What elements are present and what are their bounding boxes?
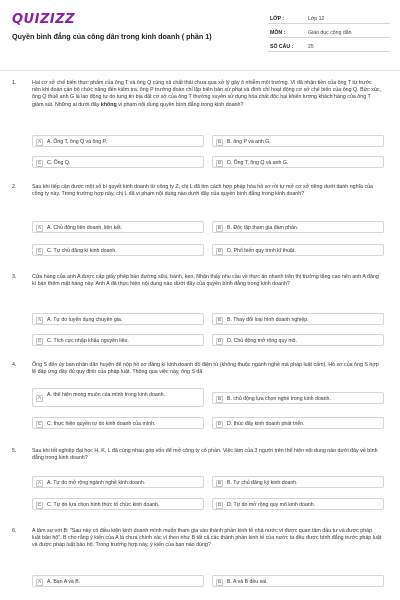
option-letter: B (217, 139, 222, 145)
option-letter: A (37, 317, 42, 323)
meta-value: Giáo dục công dân (308, 30, 352, 36)
question-text: A tâm sự với B: "Sau này có điều kiện kinh doanh mình muốn tham gia vào thành phần kinh tế nhà nước vì được quan tâm đầu tư và được pháp luật bảo hộ". B cho rằng ý kiến của A là chưa chính xác vì theo như B tất cả các thành phần kinh tế của nước ta đều được bình đẳng trước pháp luật và được pháp luật bảo hộ. Trong trường hợp này, ý kiến của bạn nào đúng? (32, 528, 382, 549)
question-text: Cửa hàng của anh A được cấp giấy phép bán đường sữa, bánh, kẹo. Nhận thấy nhu cầu về thực ăn nhanh trên thị trường tăng cao nên anh A đăng kí bán thêm mặt hàng này. Anh A đã thực hiện nội dung nào dưới đây của quyền bình đẳng trong kinh doanh? (32, 274, 379, 288)
question-text: Ông S đến ủy ban nhân dân huyện để nộp hồ sơ đăng kí kinh doanh đồ điện tử (không thuộc ngành nghề mà pháp luật cấm). Hồ sơ của ông S hợp lệ đáp ứng đầy đủ quy định của pháp luật. Thông qua việc này, ông S đã (32, 362, 379, 376)
option-c[interactable] (32, 156, 204, 168)
option-letter: C (37, 502, 42, 508)
meta-key: SỐ CÂU : (270, 44, 294, 50)
option-letter: A (37, 225, 42, 231)
question-number: 2. (12, 184, 17, 190)
option-label: B. Thay đổi loại hình doanh nghiệp. (227, 317, 309, 323)
option-letter: C (37, 338, 42, 344)
option-b[interactable] (212, 135, 384, 147)
option-d[interactable] (212, 498, 384, 510)
question-text: Sau khi tiếp cận được một số bí quyết kinh doanh từ công ty Z, chị L đã tìm cách hợp pháp hóa hồ sơ rồi tự mở cơ sở riêng dưới danh nghĩa của công ty này. Trong trường hợp này, chị L đã vi phạm nội dung nào dưới đây của quyền bình đẳng trong kinh doanh? (32, 184, 373, 198)
meta-row-count (268, 42, 390, 52)
meta-row-subject (268, 28, 390, 38)
option-letter: A (37, 480, 42, 486)
option-label: A. Ông T, ông Q và ông P. (47, 139, 107, 145)
option-label: A. Tự do tuyển dụng chuyên gia. (47, 317, 123, 323)
option-letter: D (217, 338, 222, 344)
option-b[interactable] (212, 221, 384, 233)
option-letter: D (217, 248, 222, 254)
option-a[interactable] (32, 575, 204, 587)
question-number: 3. (12, 274, 17, 280)
option-label: D. Tự do mở rộng quy mô kinh doanh. (227, 502, 316, 508)
meta-value: 25 (308, 44, 314, 50)
option-label: D. Phổ biến quy trình kĩ thuật. (227, 248, 296, 254)
option-a[interactable] (32, 135, 204, 147)
option-b[interactable] (212, 392, 384, 404)
option-label: C. Tích cực nhập khẩu nguyên liệu. (47, 338, 129, 344)
option-letter: C (37, 248, 42, 254)
option-d[interactable] (212, 417, 384, 429)
option-letter: C (37, 421, 42, 427)
meta-value: Lớp 12 (308, 16, 325, 22)
option-a[interactable] (32, 476, 204, 488)
option-letter: B (217, 396, 222, 402)
option-label: A. thể hiện mong muốn của mình trong kinh doanh. (47, 391, 165, 398)
option-c[interactable] (32, 334, 204, 346)
option-b[interactable] (212, 313, 384, 325)
option-letter: D (217, 160, 222, 166)
option-letter: B (217, 225, 222, 231)
option-a[interactable] (32, 221, 204, 233)
option-letter: B (217, 579, 222, 585)
question-text: Sau khi tốt nghiệp đại học H, K, L đã cùng nhau góp vốn để mở công ty cổ phần. Việc làm của 3 người trên thể hiện nội dung nào dưới đây về bình đẳng trong kinh doanh? (32, 448, 378, 462)
option-d[interactable] (212, 244, 384, 256)
option-label: C. Tự chủ đăng kí kinh doanh. (47, 248, 117, 254)
option-label: A. Tự do mở rộng ngành nghề kinh doanh. (47, 480, 146, 486)
option-letter: D (217, 502, 222, 508)
meta-key: LỚP : (270, 16, 285, 22)
option-letter: B (217, 480, 222, 486)
worksheet-header (0, 0, 400, 64)
option-label: B. A và B đều sai. (227, 579, 268, 585)
option-c[interactable] (32, 244, 204, 256)
option-d[interactable] (212, 334, 384, 346)
meta-key: MÔN : (270, 30, 286, 36)
option-d[interactable] (212, 156, 384, 168)
option-a[interactable] (32, 388, 204, 407)
question-number: 5. (12, 448, 17, 454)
question-text: Hai cơ sở chế biến thực phẩm của ông T và ông Q cùng xả chất thải chưa qua xử lý gây ô nhiễm môi trường. Vì đã nhận tiền của ông T từ trước nên khi đoàn cán bộ chức năng đến kiểm tra, ông P trưởng đoàn chỉ lập biên bản xử phạt và đình chỉ hoạt động cơ sở chế biến của ông Q. Bức xúc, ông Q thuê anh G là lao động tự do tung tin bịa đặt cơ sở của ông T thường xuyên sử dụng hóa chất độc hại khiến lượng khách hàng của ông T giảm sút. Những ai dưới đây không vi phạm nội dung quyền bình đẳng trong kinh doanh? (32, 80, 382, 108)
quizizz-logo: QUIZIZZ (12, 12, 76, 27)
option-letter: B (217, 317, 222, 323)
question-number: 6. (12, 528, 17, 534)
question-number: 4. (12, 362, 17, 368)
option-label: B. chủ động lựa chọn nghề trong kinh doanh. (227, 396, 331, 402)
worksheet-title: Quyền bình đẳng của công dân trong kinh doanh ( phần 1) (12, 32, 212, 41)
option-letter: A (37, 139, 42, 145)
option-label: C. Tự do lựa chọn hình thức tổ chức kinh doanh. (47, 502, 160, 508)
option-letter: A (37, 396, 42, 401)
option-label: C. thực hiện quyền tự do kinh doanh của mình. (47, 421, 156, 427)
option-label: B. ông P và anh G. (227, 139, 271, 145)
question-number: 1. (12, 80, 17, 86)
meta-row-class (268, 14, 390, 24)
option-b[interactable] (212, 575, 384, 587)
option-label: D. Chủ động mở rộng quy mô. (227, 338, 298, 344)
option-label: C. Ông Q. (47, 160, 71, 166)
option-label: A. Chủ động liên doanh, liên kết. (47, 225, 122, 231)
option-label: B. Tự chủ đăng ký kinh doanh. (227, 480, 298, 486)
option-letter: A (37, 579, 42, 585)
option-label: D. thúc đẩy kinh doanh phát triển. (227, 421, 305, 427)
header-divider (0, 70, 400, 71)
option-letter: C (37, 160, 42, 166)
option-label: B. Độc lập tham gia đàm phán. (227, 225, 299, 231)
option-a[interactable] (32, 313, 204, 325)
option-label: D. Ông T, ông Q và anh G. (227, 160, 289, 166)
option-c[interactable] (32, 417, 204, 429)
option-c[interactable] (32, 498, 204, 510)
option-b[interactable] (212, 476, 384, 488)
option-label: A. Bạn A và B. (47, 579, 81, 585)
option-letter: D (217, 421, 222, 427)
